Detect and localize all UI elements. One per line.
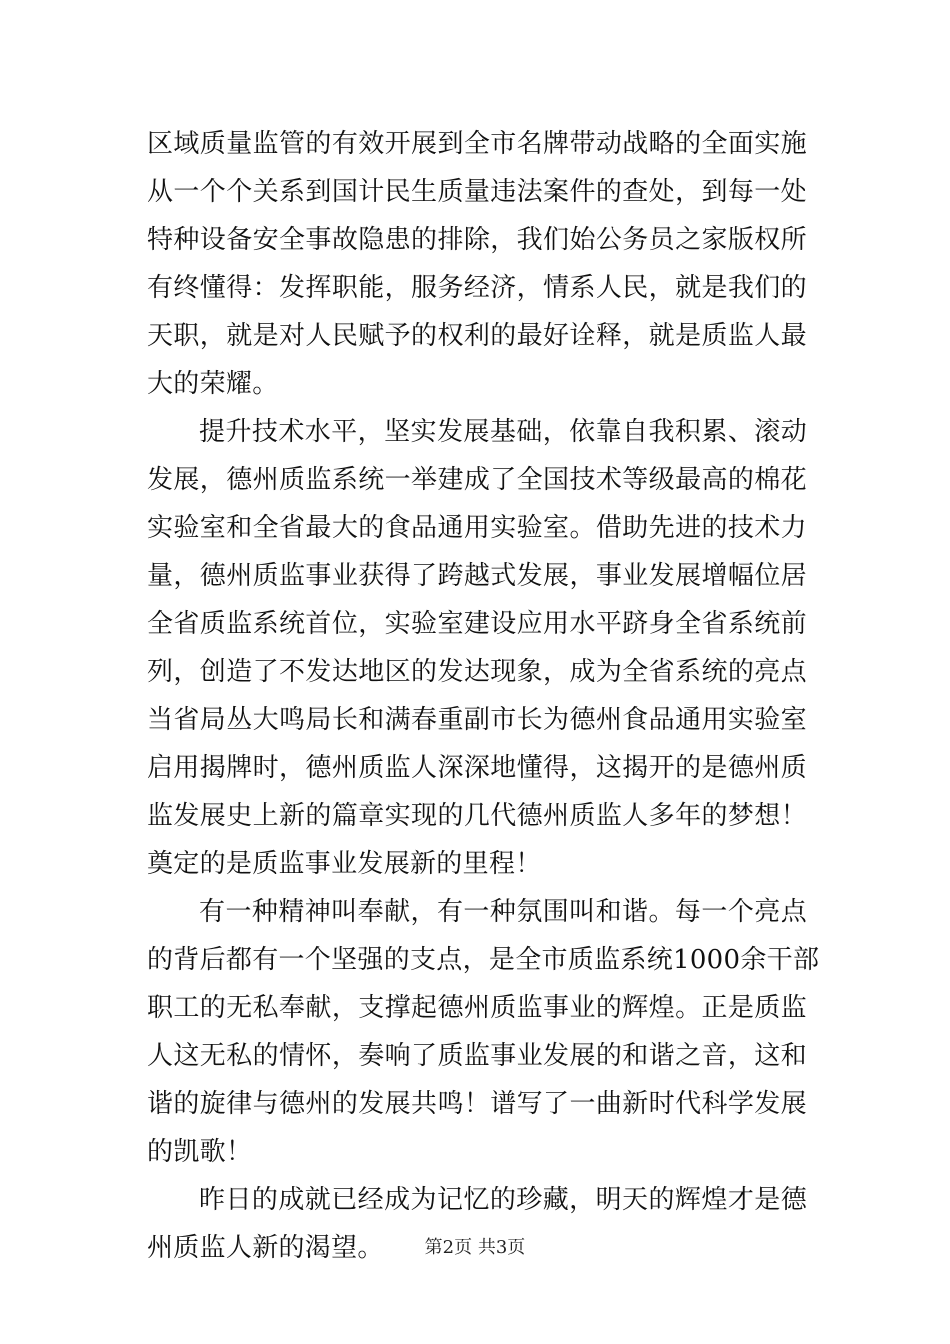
text-line: 职工的无私奉献，支撑起德州质监事业的辉煌。正是质监 (147, 993, 807, 1023)
text-line: 天职，就是对人民赋予的权利的最好诠释，就是质监人最 (147, 321, 807, 351)
text-line: 人这无私的情怀，奏响了质监事业发展的和谐之音，这和 (147, 1041, 807, 1071)
text-line: 的背后都有一个坚强的支点，是全市质监系统1000余干部 (147, 945, 820, 975)
text-line: 启用揭牌时，德州质监人深深地懂得，这揭开的是德州质 (147, 753, 807, 783)
paragraph-first-line: 有一种精神叫奉献，有一种氛围叫和谐。每一个亮点 (199, 897, 807, 927)
text-line: 州质监人新的渴望。 (147, 1233, 384, 1263)
text-line: 从一个个关系到国计民生质量违法案件的查处，到每一处 (147, 177, 807, 207)
text-line: 奠定的是质监事业发展新的里程！ (147, 849, 542, 879)
text-line: 当省局丛大鸣局长和满春重副市长为德州食品通用实验室 (147, 705, 807, 735)
paragraph-first-line: 昨日的成就已经成为记忆的珍藏，明天的辉煌才是德 (199, 1185, 807, 1215)
text-line: 特种设备安全事故隐患的排除，我们始公务员之家版权所 (147, 225, 807, 255)
text-line: 的凯歌！ (147, 1137, 253, 1167)
page-number-footer: 第2页 共3页 (424, 1237, 526, 1258)
text-line: 大的荣耀。 (147, 369, 279, 399)
text-line: 列，创造了不发达地区的发达现象，成为全省系统的亮点 (147, 657, 807, 687)
text-line: 实验室和全省最大的食品通用实验室。借助先进的技术力 (147, 513, 807, 543)
text-line: 监发展史上新的篇章实现的几代德州质监人多年的梦想！ (147, 801, 807, 831)
text-line: 区域质量监管的有效开展到全市名牌带动战略的全面实施 (147, 129, 807, 159)
document-body (147, 120, 820, 1272)
text-line: 有终懂得：发挥职能，服务经济，情系人民，就是我们的 (147, 273, 807, 303)
paragraph-first-line: 提升技术水平，坚实发展基础，依靠自我积累、滚动 (199, 417, 807, 447)
text-line: 谐的旋律与德州的发展共鸣！谱写了一曲新时代科学发展 (147, 1089, 807, 1119)
text-line: 量，德州质监事业获得了跨越式发展，事业发展增幅位居 (147, 561, 807, 591)
text-line: 发展，德州质监系统一举建成了全国技术等级最高的棉花 (147, 465, 807, 495)
text-line: 全省质监系统首位，实验室建设应用水平跻身全省系统前 (147, 609, 807, 639)
